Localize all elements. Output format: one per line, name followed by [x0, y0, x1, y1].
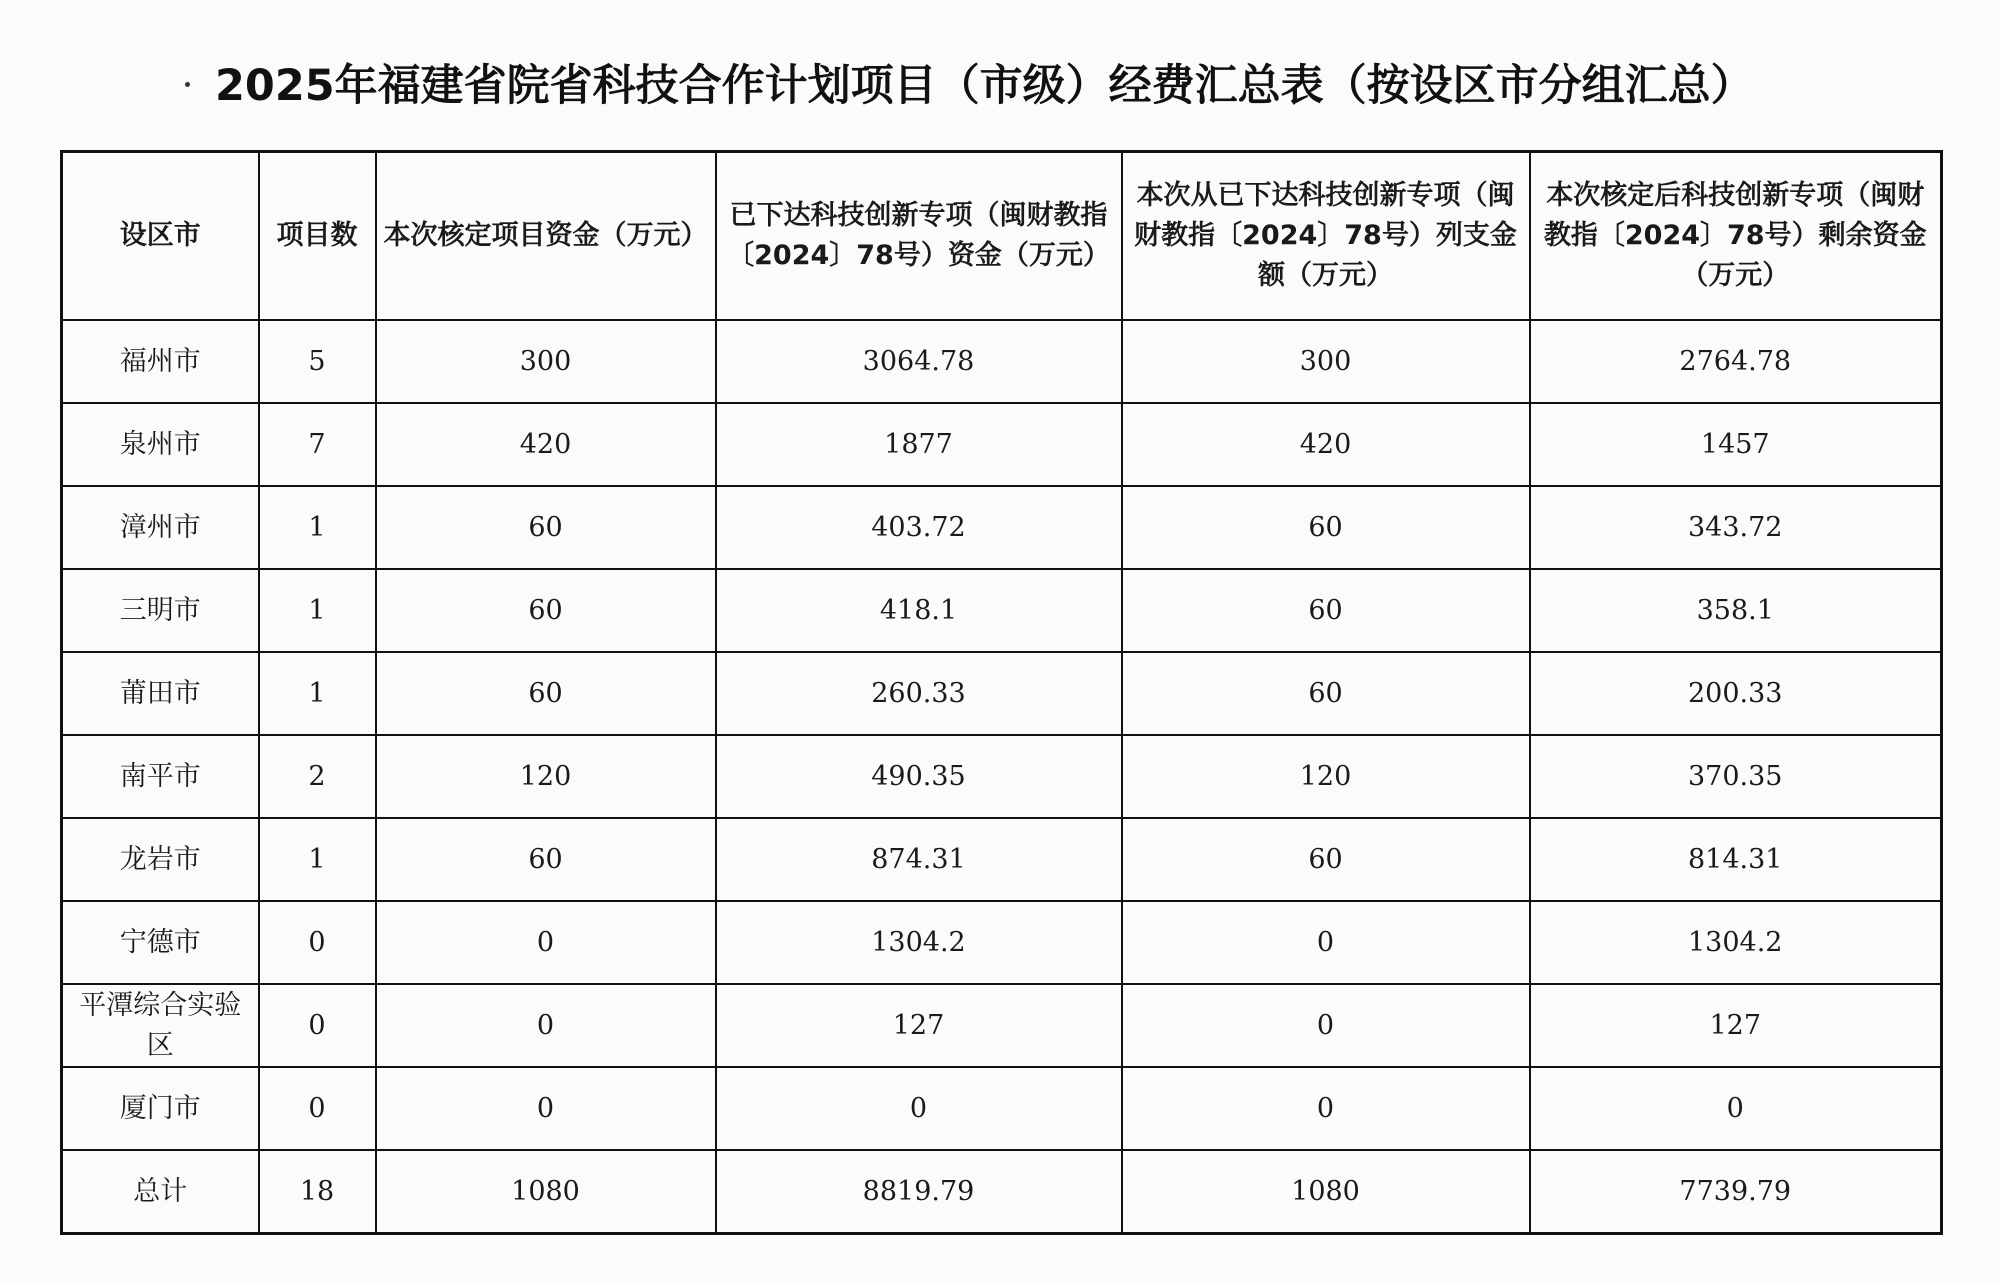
cell-remaining: 1457	[1530, 403, 1942, 486]
cell-approved-funds: 60	[376, 818, 716, 901]
cell-allocated-funds: 490.35	[716, 735, 1122, 818]
header-city: 设区市	[62, 152, 259, 321]
table-row	[62, 320, 1942, 403]
table-row	[62, 486, 1942, 569]
cell-total-allocated-funds: 8819.79	[716, 1150, 1122, 1234]
table-row	[62, 652, 1942, 735]
cell-allocated-funds: 418.1	[716, 569, 1122, 652]
cell-total-label: 总计	[62, 1150, 259, 1234]
cell-expenditure: 60	[1122, 486, 1530, 569]
table-row	[62, 901, 1942, 984]
cell-city: 莆田市	[62, 652, 259, 735]
cell-city: 三明市	[62, 569, 259, 652]
cell-allocated-funds: 874.31	[716, 818, 1122, 901]
cell-city: 漳州市	[62, 486, 259, 569]
cell-approved-funds: 60	[376, 652, 716, 735]
table-row	[62, 984, 1942, 1067]
cell-project-count: 5	[259, 320, 376, 403]
cell-approved-funds: 0	[376, 1067, 716, 1150]
cell-allocated-funds: 3064.78	[716, 320, 1122, 403]
cell-remaining: 200.33	[1530, 652, 1942, 735]
cell-city: 南平市	[62, 735, 259, 818]
cell-approved-funds: 420	[376, 403, 716, 486]
cell-allocated-funds: 1877	[716, 403, 1122, 486]
cell-expenditure: 0	[1122, 1067, 1530, 1150]
cell-project-count: 2	[259, 735, 376, 818]
cell-allocated-funds: 0	[716, 1067, 1122, 1150]
cell-city: 泉州市	[62, 403, 259, 486]
cell-expenditure: 60	[1122, 652, 1530, 735]
cell-allocated-funds: 1304.2	[716, 901, 1122, 984]
cell-city: 厦门市	[62, 1067, 259, 1150]
cell-remaining: 0	[1530, 1067, 1942, 1150]
cell-project-count: 0	[259, 984, 376, 1067]
cell-project-count: 1	[259, 569, 376, 652]
cell-allocated-funds: 127	[716, 984, 1122, 1067]
cell-expenditure: 60	[1122, 569, 1530, 652]
cell-remaining: 814.31	[1530, 818, 1942, 901]
table-container	[60, 150, 1940, 1228]
cell-approved-funds: 60	[376, 486, 716, 569]
cell-expenditure: 120	[1122, 735, 1530, 818]
cell-project-count: 0	[259, 901, 376, 984]
header-project-count: 项目数	[259, 152, 376, 321]
cell-expenditure: 0	[1122, 901, 1530, 984]
cell-approved-funds: 120	[376, 735, 716, 818]
cell-expenditure: 0	[1122, 984, 1530, 1067]
cell-remaining: 1304.2	[1530, 901, 1942, 984]
table-row	[62, 1067, 1942, 1150]
cell-project-count: 1	[259, 486, 376, 569]
cell-remaining: 2764.78	[1530, 320, 1942, 403]
cell-city: 平潭综合实验区	[62, 984, 259, 1067]
cell-approved-funds: 0	[376, 901, 716, 984]
cell-total-remaining: 7739.79	[1530, 1150, 1942, 1234]
table-total-row	[62, 1150, 1942, 1234]
cell-allocated-funds: 260.33	[716, 652, 1122, 735]
cell-project-count: 1	[259, 652, 376, 735]
table-row	[62, 569, 1942, 652]
funding-summary-table	[60, 150, 1943, 1235]
cell-project-count: 7	[259, 403, 376, 486]
document-title: 2025年福建省院省科技合作计划项目（市级）经费汇总表（按设区市分组汇总）	[215, 61, 1754, 111]
cell-city: 福州市	[62, 320, 259, 403]
table-header-row	[62, 152, 1942, 321]
cell-remaining: 358.1	[1530, 569, 1942, 652]
cell-expenditure: 60	[1122, 818, 1530, 901]
cell-city: 宁德市	[62, 901, 259, 984]
table-row	[62, 818, 1942, 901]
cell-expenditure: 300	[1122, 320, 1530, 403]
cell-remaining: 370.35	[1530, 735, 1942, 818]
cell-remaining: 343.72	[1530, 486, 1942, 569]
cell-allocated-funds: 403.72	[716, 486, 1122, 569]
header-remaining-funds: 本次核定后科技创新专项（闽财教指〔2024〕78号）剩余资金（万元）	[1530, 152, 1942, 321]
table-row	[62, 403, 1942, 486]
table-row	[62, 735, 1942, 818]
cell-remaining: 127	[1530, 984, 1942, 1067]
cell-expenditure: 420	[1122, 403, 1530, 486]
cell-city: 龙岩市	[62, 818, 259, 901]
cell-total-approved-funds: 1080	[376, 1150, 716, 1234]
cell-approved-funds: 0	[376, 984, 716, 1067]
header-allocated-special-funds: 已下达科技创新专项（闽财教指〔2024〕78号）资金（万元）	[716, 152, 1122, 321]
cell-total-project-count: 18	[259, 1150, 376, 1234]
header-approved-funds: 本次核定项目资金（万元）	[376, 152, 716, 321]
bullet-dot	[185, 82, 190, 87]
cell-project-count: 0	[259, 1067, 376, 1150]
cell-approved-funds: 300	[376, 320, 716, 403]
cell-total-expenditure: 1080	[1122, 1150, 1530, 1234]
header-expenditure-amount: 本次从已下达科技创新专项（闽财教指〔2024〕78号）列支金额（万元）	[1122, 152, 1530, 321]
cell-project-count: 1	[259, 818, 376, 901]
cell-approved-funds: 60	[376, 569, 716, 652]
